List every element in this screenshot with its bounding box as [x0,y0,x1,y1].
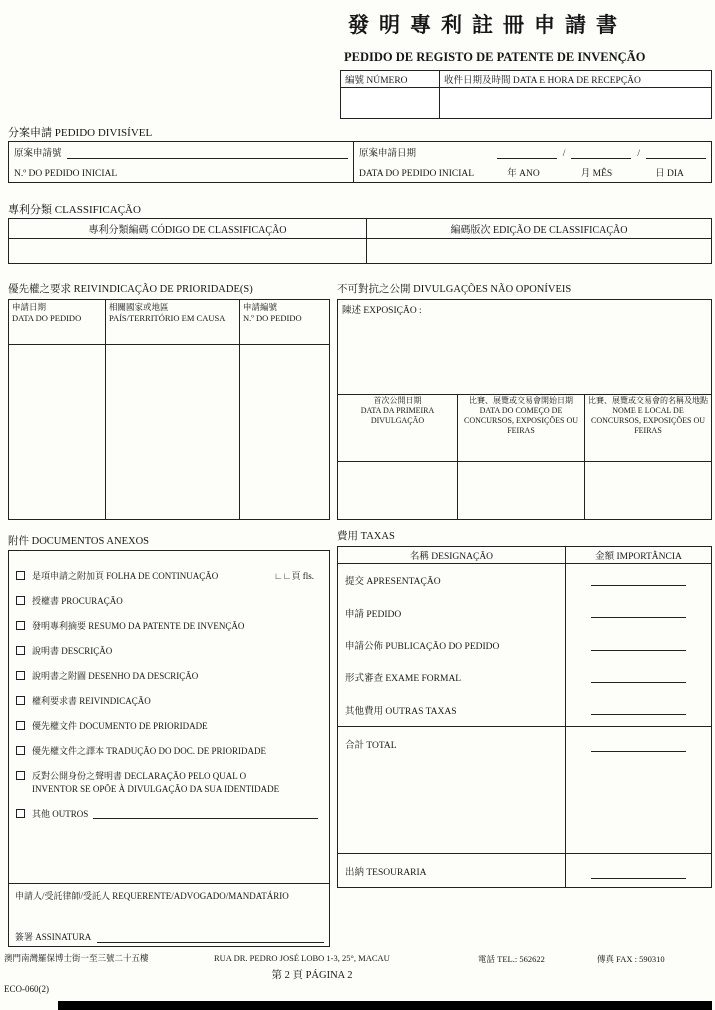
fee-label: 申請 PEDIDO [338,596,566,628]
fee-total-row [338,727,711,854]
attachment-label: 說明書 DESCRIÇÃO [32,646,113,656]
first-disclosure-date-field[interactable] [338,462,458,519]
checkbox-continuation-sheet[interactable] [16,571,25,580]
treasury-amount-field[interactable] [591,868,686,879]
fee-label: 提交 APRESENTAÇÃO [338,564,566,596]
fee-presentation-amount-field[interactable] [591,575,686,586]
attachment-item [16,771,322,795]
event-name-location-header-zh: 比賽、展覽或交易會的名稱及地點 [588,396,708,405]
checkbox-others[interactable] [16,809,25,818]
initial-number-label-zh: 原案申請號 [14,149,62,159]
disclosures-section-title: 不可對抗之公開 DIVULGAÇÕES NÃO OPONÍVEIS [337,284,572,295]
fee-total-label: 合計 TOTAL [338,727,566,853]
checkbox-identity-declaration[interactable] [16,771,25,780]
date-separator-slash: / [637,149,640,159]
attachment-label: 是項申請之附加頁 FOLHA DE CONTINUAÇÃO [32,571,219,581]
reception-date-field[interactable] [440,88,711,118]
event-name-location-header-pt: NOME E LOCAL DE CONCURSOS, EXPOSIÇÕES OU FEIRAS [590,406,706,435]
first-disclosure-date-header [338,395,458,461]
checkbox-claims[interactable] [16,696,25,705]
scan-artifact-bar [58,1001,712,1010]
priority-date-header-pt: DATA DO PEDIDO [12,312,82,323]
initial-date-month-field[interactable] [571,148,631,159]
month-unit-label: 月 MÊS [580,169,613,179]
signature-label: 簽署 ASSINATURA [15,932,92,942]
page-number: 第 2 頁 PÁGINA 2 [271,970,353,981]
attachment-label: 優先權文件之譯本 TRADUÇÃO DO DOC. DE PRIORIDADE [32,746,267,756]
attachment-item [16,646,322,657]
priority-country-header [106,300,240,344]
requester-area [9,883,329,946]
initial-date-cell [354,142,711,182]
priority-country-header-pt: PAÍS/TERRITÓRIO EM CAUSA [109,312,226,323]
fee-label: 其他費用 OUTRAS TAXAS [338,694,566,726]
divisional-section-title: 分案申請 PEDIDO DIVISÍVEL [8,127,153,139]
footer-fax: 傳真 FAX : 590310 [597,954,665,964]
priority-country-field[interactable] [106,345,240,519]
year-unit-label: 年 ANO [507,169,540,179]
attachment-item [16,746,322,757]
event-start-date-field[interactable] [458,462,585,519]
attachment-item [16,809,322,820]
priority-country-header-zh: 相關國家或地區 [109,302,169,312]
attachment-item [16,621,322,632]
priority-section-title: 優先權之要求 REIVINDICAÇÃO DE PRIORIDADE(S) [8,284,253,295]
classification-edition-field[interactable] [367,239,711,263]
priority-date-field[interactable] [9,345,106,519]
fee-other-taxes-amount-field[interactable] [591,704,686,715]
fee-amount-header: 金額 IMPORTÂNCIA [595,552,682,562]
fee-row [338,694,711,726]
requester-label: 申請人/受託律師/受託人 REQUERENTE/ADVOGADO/MANDATÁRIO [15,891,289,901]
signature-field[interactable] [97,933,324,943]
initial-date-label-zh: 原案申請日期 [359,149,417,159]
initial-date-label-pt: DATA DO PEDIDO INICIAL [359,169,475,179]
attachment-label-line2: INVENTOR SE OPÕE À DIVULGAÇÃO DA SUA IDENTIDADE [32,784,280,794]
fee-formal-exam-amount-field[interactable] [591,672,686,683]
event-name-location-header [585,395,711,461]
fee-name-header: 名稱 DESIGNAÇÃO [338,547,566,563]
divisional-box [8,141,712,183]
footer-address-portuguese: RUA DR. PEDRO JOSÉ LOBO 1-3, 25°, MACAU [214,953,390,963]
footer-telephone: 電話 TEL.: 562622 [478,954,545,964]
priority-date-header [9,300,106,344]
others-field[interactable] [93,809,318,819]
form-title-chinese: 發明專利註冊申請書 [348,13,627,37]
initial-date-year-field[interactable] [497,148,557,159]
classification-edition-header: 編碼版次 EDIÇÃO DE CLASSIFICAÇÃO [450,225,628,236]
priority-number-header-pt: N.º DO PEDIDO [243,312,302,323]
initial-date-day-field[interactable] [646,148,706,159]
first-disclosure-date-header-pt: DATA DA PRIMEIRA DIVULGAÇÃO [360,406,435,425]
classification-table [8,218,712,264]
fee-row [338,596,711,628]
attachment-label: 其他 OUTROS [32,809,89,819]
event-start-date-header-pt: DATA DO COMEÇO DE CONCURSOS, EXPOSIÇÕES OU FEIRAS [463,406,579,435]
priority-number-field[interactable] [240,345,329,519]
exposition-label: 陳述 EXPOSIÇÃO : [342,306,422,316]
priority-claims-table [8,299,330,520]
attachment-label: 發明專利摘要 RESUMO DA PATENTE DE INVENÇÃO [32,621,245,631]
attachments-section-title: 附件 DOCUMENTOS ANEXOS [8,536,149,547]
initial-number-cell [9,142,354,182]
fee-row [338,661,711,693]
treasury-label: 出納 TESOURARIA [338,854,566,887]
classification-section-title: 專利分類 CLASSIFICAÇÃO [8,204,141,216]
fees-table [337,546,712,888]
attachment-item [16,571,322,582]
pages-count-suffix: ∟∟頁 fls. [273,571,314,581]
fee-row [338,629,711,661]
attachment-label: 優先權文件 DOCUMENTO DE PRIORIDADE [32,721,208,731]
attachment-label: 權利要求書 REIVINDICAÇÃO [32,696,151,706]
checkbox-description-drawings[interactable] [16,671,25,680]
event-start-date-header-zh: 比賽、展覽或交易會開始日期 [469,396,573,405]
fee-row [338,564,711,596]
checkbox-power-of-attorney[interactable] [16,596,25,605]
event-start-date-header [458,395,585,461]
attachment-label: 授權書 PROCURAÇÃO [32,596,123,606]
attachment-label: 說明書之附圖 DESENHO DA DESCRIÇÃO [32,671,199,681]
attachment-item [16,671,322,682]
fee-items [338,564,711,727]
attachment-label: 反對公開身份之聲明書 DECLARAÇÃO PELO QUAL O [32,771,247,781]
attachment-item [16,721,322,732]
fee-label: 形式審查 EXAME FORMAL [338,661,566,693]
attachment-item [16,596,322,607]
form-title-portuguese: PEDIDO DE REGISTO DE PATENTE DE INVENÇÃO [344,50,646,64]
fee-request-amount-field[interactable] [591,607,686,618]
number-field[interactable] [341,88,440,118]
checkbox-description[interactable] [16,646,25,655]
footer-address-chinese: 澳門南灣羅保博士街一至三號二十五樓 [4,953,149,963]
classification-code-field[interactable] [9,239,367,263]
first-disclosure-date-header-zh: 首次公開日期 [373,396,422,405]
disclosures-table [337,299,712,520]
priority-number-header-zh: 申請編號 [243,302,278,312]
day-unit-label: 日 DIA [655,169,684,179]
priority-number-header [240,300,329,344]
reception-date-header: 收件日期及時間 DATA E HORA DE RECEPÇÃO [444,76,641,86]
fee-publication-amount-field[interactable] [591,640,686,651]
fees-section-title: 費用 TAXAS [337,531,395,542]
initial-number-field[interactable] [67,148,348,159]
initial-number-label-pt: N.º DO PEDIDO INICIAL [14,169,118,179]
date-separator-slash: / [562,149,566,159]
attachments-box [8,550,330,947]
fee-label: 申請公佈 PUBLICAÇÃO DO PEDIDO [338,629,566,661]
attachments-list [9,551,329,883]
attachment-item [16,696,322,707]
registration-header-table [340,70,712,119]
fee-treasury-row [338,854,711,887]
exposition-field[interactable] [338,300,711,395]
priority-date-header-zh: 申請日期 [12,302,47,312]
number-header: 編號 NÚMERO [341,71,440,87]
fee-total-amount-field[interactable] [591,741,686,752]
classification-code-header: 專利分類編碼 CÓDIGO DE CLASSIFICAÇÃO [9,219,367,238]
form-code: ECO-060(2) [4,984,49,994]
checkbox-priority-translation[interactable] [16,746,25,755]
event-name-location-field[interactable] [585,462,711,519]
checkbox-priority-document[interactable] [16,721,25,730]
checkbox-patent-abstract[interactable] [16,621,25,630]
